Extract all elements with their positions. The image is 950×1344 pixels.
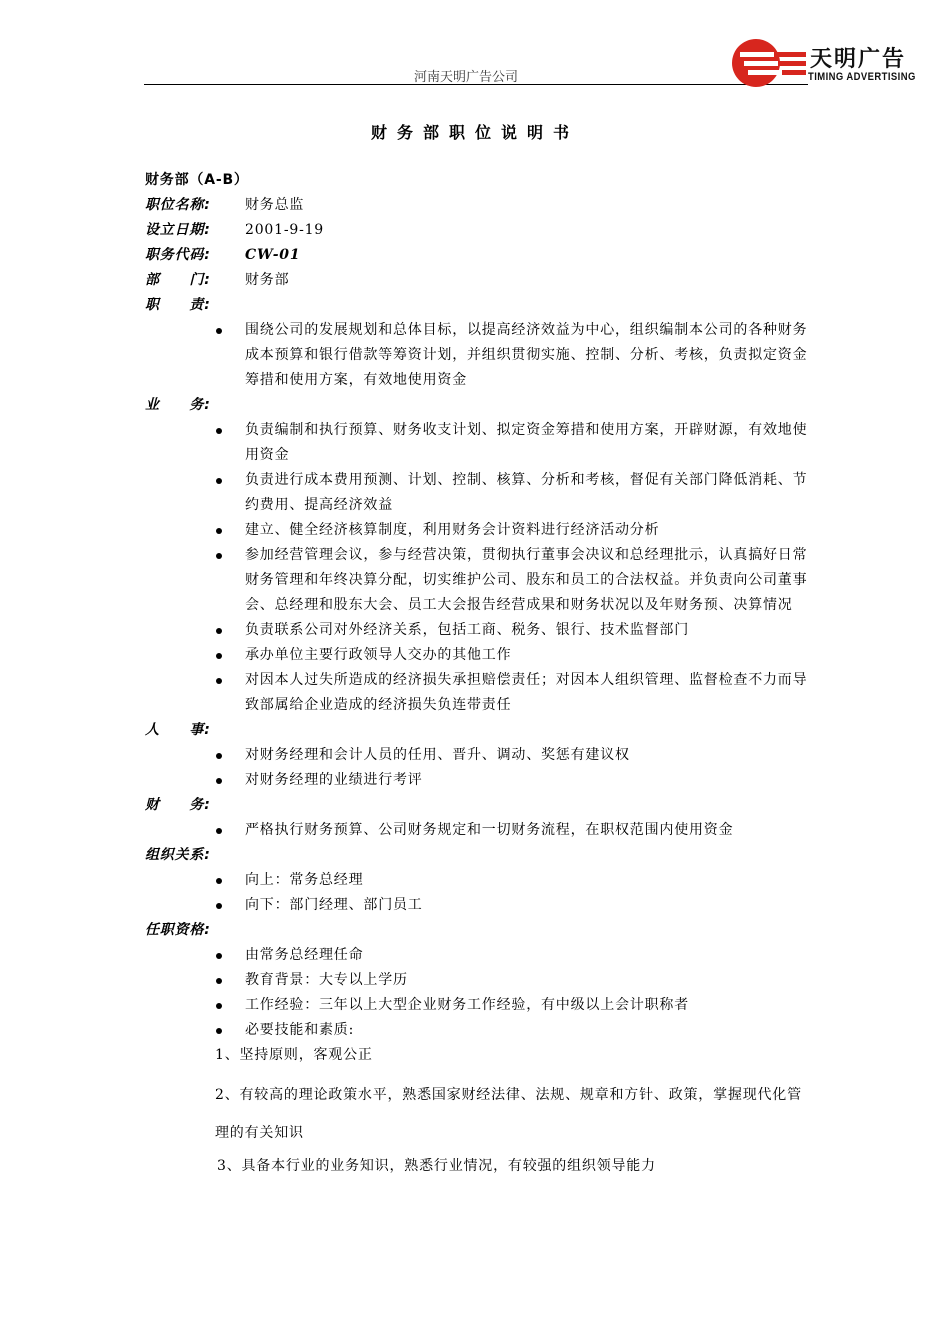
field-value: 2001-9-19: [245, 222, 325, 238]
header-company-name: 河南天明广告公司: [414, 70, 519, 85]
list-item: 负责联系公司对外经济关系，包括工商、税务、银行、技术监督部门: [145, 618, 815, 643]
list-item: 向下：部门经理、部门员工: [145, 893, 815, 918]
list-item: 负责编制和执行预算、财务收支计划、拟定资金筹措和使用方案，开辟财源，有效地使用资金: [145, 418, 815, 468]
section-relations-label: 组织关系:: [145, 847, 211, 863]
logo-english-text: TIMING ADVERTISING: [808, 71, 916, 83]
field-value: 财务部: [245, 272, 290, 288]
skill-item-3: 3、具备本行业的业务知识，熟悉行业情况，有较强的组织领导能力: [217, 1158, 656, 1174]
field-value: 财务总监: [245, 197, 305, 213]
section-duties-label: 职 责:: [145, 297, 211, 313]
field-established-date: [145, 218, 815, 243]
field-department: [145, 268, 815, 293]
list-item: 参加经营管理会议，参与经营决策，贯彻执行董事会决议和总经理批示，认真搞好日常财务管理和年终决算分配，切实维护公司、股东和员工的合法权益。并负责向公司董事会、总经理和股东大会、员工大会报告经营成果和财务状况以及年财务预、决算情况: [145, 543, 815, 618]
qualifications-list: [145, 943, 815, 1043]
section-personnel-label: 人 事:: [145, 722, 211, 738]
list-item: 对因本人过失所造成的经济损失承担赔偿责任；对因本人组织管理、监督检查不力而导致部属给企业造成的经济损失负连带责任: [145, 668, 815, 718]
section-business-label: 业 务:: [145, 397, 211, 413]
field-label: 职务代码:: [145, 247, 211, 263]
list-item: 由常务总经理任命: [145, 943, 815, 968]
list-item: 对财务经理的业绩进行考评: [145, 768, 815, 793]
personnel-list: [145, 743, 815, 793]
document-title: 财务部职位说明书: [370, 123, 579, 142]
field-label: 职位名称:: [145, 197, 211, 213]
duties-list: [145, 318, 815, 393]
header-divider: [144, 84, 808, 85]
field-position-name: [145, 193, 815, 218]
list-item: 工作经验：三年以上大型企业财务工作经验，有中级以上会计职称者: [145, 993, 815, 1018]
list-item: 教育背景：大专以上学历: [145, 968, 815, 993]
field-label: 部 门:: [145, 272, 211, 288]
finance-list: [145, 818, 815, 843]
skill-item-2: 2、有较高的理论政策水平，熟悉国家财经法律、法规、规章和方针、政策，掌握现代化管理的有关知识: [215, 1087, 802, 1141]
field-label: 设立日期:: [145, 222, 211, 238]
skill-item-1: 1、坚持原则，客观公正: [215, 1047, 373, 1063]
section-finance-label: 财 务:: [145, 797, 211, 813]
list-item: 必要技能和素质:: [145, 1018, 815, 1043]
logo-mark-icon: [730, 38, 806, 88]
field-value: CW-01: [245, 247, 301, 263]
logo-chinese-text: 天明广告: [810, 47, 907, 72]
document-body: [145, 168, 815, 1179]
field-position-code: [145, 243, 815, 268]
list-item: 围绕公司的发展规划和总体目标，以提高经济效益为中心，组织编制本公司的各种财务成本预算和银行借款等筹资计划，并组织贯彻实施、控制、分析、考核，负责拟定资金筹措和使用方案，有效地使用资金: [145, 318, 815, 393]
list-item: 对财务经理和会计人员的任用、晋升、调动、奖惩有建议权: [145, 743, 815, 768]
relations-list: [145, 868, 815, 918]
section-qualifications-label: 任职资格:: [145, 922, 211, 938]
department-heading: 财务部（A-B）: [145, 172, 249, 188]
list-item: 严格执行财务预算、公司财务规定和一切财务流程，在职权范围内使用资金: [145, 818, 815, 843]
business-list: [145, 418, 815, 718]
list-item: 负责进行成本费用预测、计划、控制、核算、分析和考核，督促有关部门降低消耗、节约费用、提高经济效益: [145, 468, 815, 518]
list-item: 向上：常务总经理: [145, 868, 815, 893]
company-logo: [730, 38, 930, 90]
list-item: 承办单位主要行政领导人交办的其他工作: [145, 643, 815, 668]
list-item: 建立、健全经济核算制度，利用财务会计资料进行经济活动分析: [145, 518, 815, 543]
